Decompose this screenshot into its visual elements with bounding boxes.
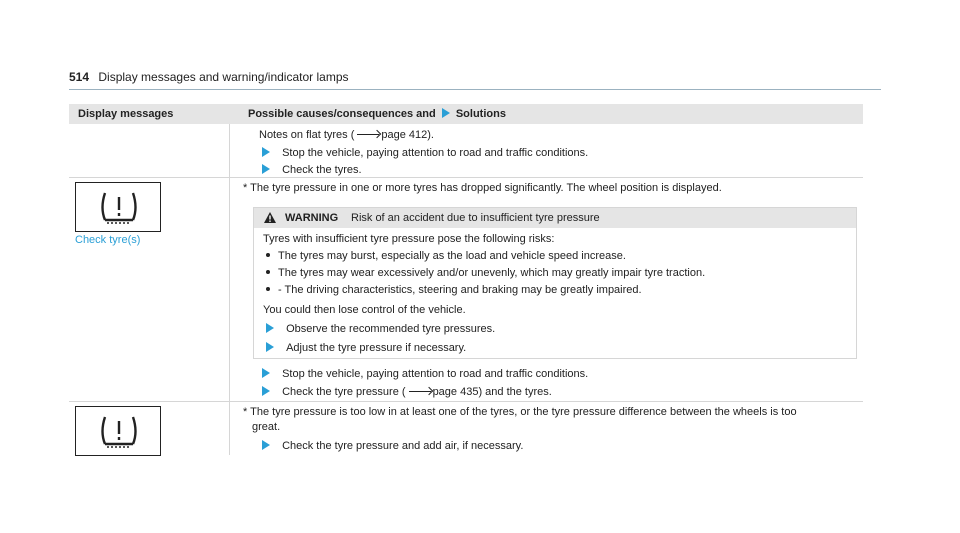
step-text: Check the tyre pressure (	[282, 386, 406, 398]
step-text: Check the tyres.	[282, 164, 362, 176]
step-arrow-icon	[262, 147, 270, 157]
warning-box	[253, 207, 857, 359]
step-text: Observe the recommended tyre pressures.	[286, 323, 496, 335]
check-tyres-label: Check tyre(s)	[75, 234, 141, 246]
column-header-display-messages: Display messages	[78, 108, 174, 120]
low-pressure-cause: * The tyre pressure is too low in at least one of the tyres, or the tyre pressure difference between the wheels is too	[243, 406, 797, 418]
list-item	[259, 147, 588, 159]
column-header-causes-solutions	[248, 108, 506, 120]
bullet-icon	[266, 253, 270, 257]
header-divider	[69, 89, 881, 90]
flat-tyre-notes	[259, 129, 434, 141]
column-divider	[229, 124, 230, 455]
list-item	[266, 284, 642, 296]
page-number: 514	[69, 70, 90, 84]
step-arrow-icon	[262, 368, 270, 378]
tyre-pressure-warning-icon	[75, 182, 161, 232]
column-header-causes-label: Possible causes/consequences and	[248, 108, 436, 120]
warning-title: WARNING	[285, 212, 339, 224]
step-text: Stop the vehicle, paying attention to road and traffic conditions.	[282, 147, 589, 159]
risk-text: - The driving characteristics, steering and braking may be greatly impaired.	[278, 284, 642, 296]
warning-consequence: You could then lose control of the vehicle.	[263, 304, 466, 316]
list-item	[259, 368, 588, 380]
notes-text: Notes on flat tyres (	[259, 129, 355, 141]
low-pressure-cause-continued: great.	[252, 421, 281, 433]
warning-header	[254, 208, 856, 228]
list-item	[263, 323, 495, 335]
row-divider	[69, 401, 863, 402]
step-text: Stop the vehicle, paying attention to road and traffic conditions.	[282, 368, 589, 380]
list-item	[259, 164, 362, 176]
step-arrow-icon	[262, 164, 270, 174]
warning-triangle-icon	[264, 212, 276, 223]
list-item	[266, 250, 626, 262]
tyre-pressure-page-link[interactable]: page 435) and the tyres.	[432, 386, 552, 398]
step-text: Check the tyre pressure and add air, if necessary.	[282, 440, 524, 452]
row-divider	[69, 177, 863, 178]
step-arrow-icon	[266, 323, 274, 333]
page-title: Display messages and warning/indicator lamps	[98, 70, 349, 84]
column-header-solutions-label: Solutions	[455, 108, 506, 120]
risk-text: The tyres may burst, especially as the load and vehicle speed increase.	[278, 250, 626, 262]
list-item	[259, 440, 523, 452]
page-reference-arrow-icon	[357, 134, 379, 135]
notes-page-link[interactable]: page 412).	[381, 129, 434, 141]
step-arrow-icon	[262, 386, 270, 396]
step-text: Adjust the tyre pressure if necessary.	[286, 342, 467, 354]
risk-text: The tyres may wear excessively and/or unevenly, which may greatly impair tyre traction.	[278, 267, 706, 279]
step-arrow-icon	[266, 342, 274, 352]
bullet-icon	[266, 287, 270, 291]
warning-intro: Tyres with insufficient tyre pressure pose the following risks:	[263, 233, 555, 245]
step-arrow-icon	[262, 440, 270, 450]
page-header	[69, 70, 349, 84]
warning-text: Risk of an accident due to insufficient tyre pressure	[351, 212, 600, 224]
page-reference-arrow-icon	[409, 391, 431, 392]
list-item	[266, 267, 705, 279]
solution-arrow-icon	[442, 108, 450, 118]
list-item	[263, 342, 466, 354]
bullet-icon	[266, 270, 270, 274]
table-header	[69, 104, 863, 124]
tyre-pressure-warning-icon	[75, 406, 161, 456]
list-item	[259, 386, 552, 398]
tyre-pressure-cause: * The tyre pressure in one or more tyres has dropped significantly. The wheel position is displayed.	[243, 182, 722, 194]
